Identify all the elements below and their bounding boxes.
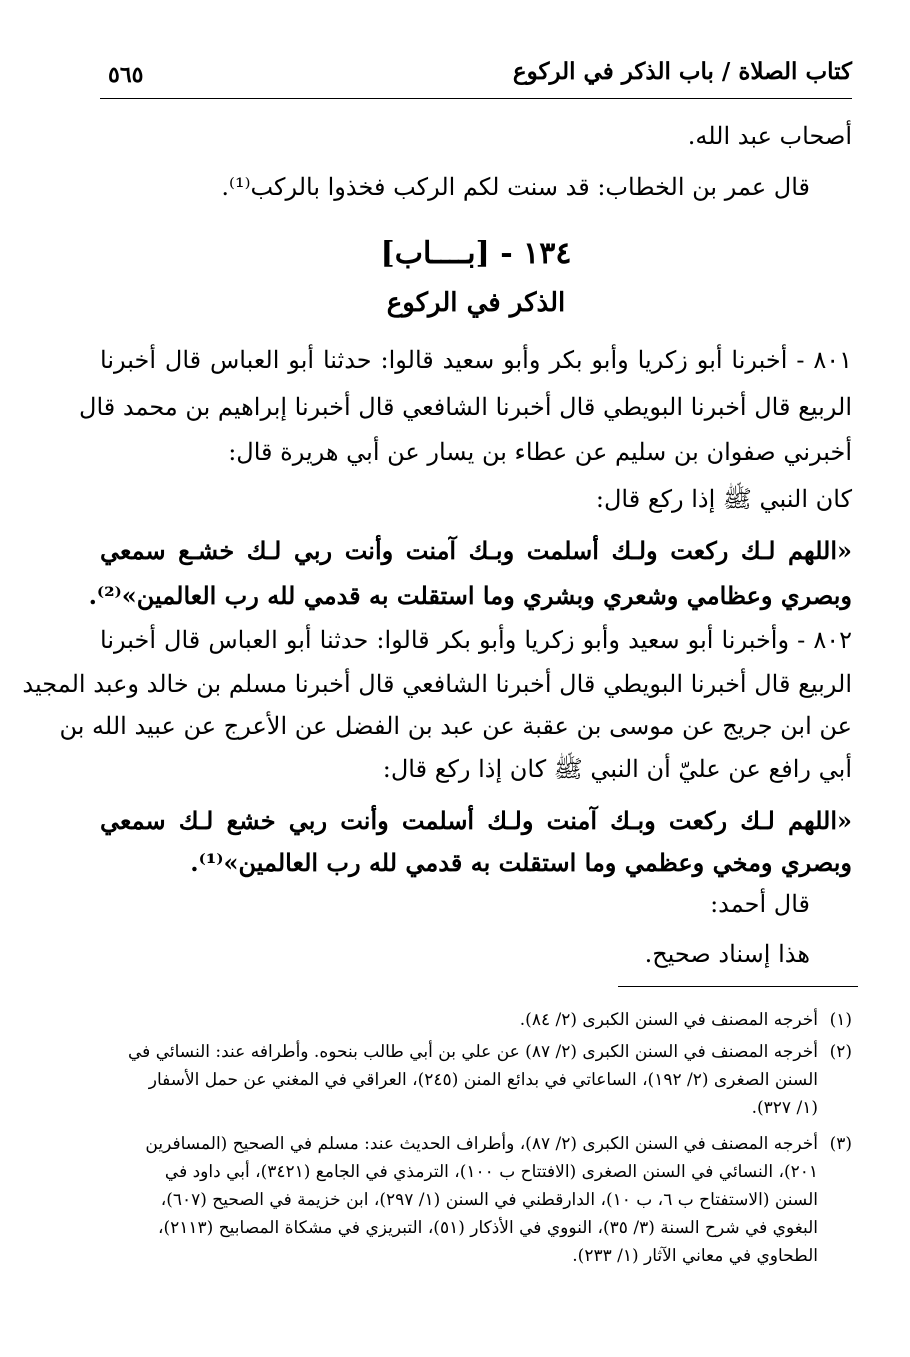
hadith-801-line: كان النبي ﷺ إذا ركع قال:: [595, 485, 852, 513]
hadith-802-line: ٨٠٢ - وأخبرنا أبو سعيد وأبو زكريا وأبو بكر قالوا: حدثنا أبو العباس قال أخبرنا: [100, 626, 852, 654]
chapter-heading: ١٣٤ - [بــــاب]: [380, 236, 572, 271]
hadith-801-line: الربيع قال أخبرنا البويطي قال أخبرنا الشافعي قال أخبرنا إبراهيم بن محمد قال: [79, 393, 852, 421]
hadith-802-line: الربيع قال أخبرنا البويطي قال أخبرنا الشافعي قال أخبرنا مسلم بن خالد وعبد المجيد: [22, 670, 852, 698]
footnote-text: السنن (الاستفتاح ب ٦، ب ١٠)، الدارقطني في السنن (١/ ٢٩٧)، ابن خزيمة في الصحيح (٦٠٧)،: [160, 1190, 818, 1210]
hadith-801-line: أخبرني صفوان بن سليم عن عطاء بن يسار عن أبي هريرة قال:: [228, 438, 852, 466]
footnote-2: [100, 1042, 852, 1122]
footnote-3: [100, 1134, 852, 1284]
page-header: [100, 50, 852, 99]
footnote-text: السنن الصغرى (٢/ ١٩٢)، الساعاتي في بدائع المنن (٢٤٥)، العراقي في المغني عن حمل الأسفار: [148, 1070, 818, 1090]
text-line: أصحاب عبد الله.: [687, 122, 852, 150]
text-line: هذا إسناد صحيح.: [644, 940, 810, 968]
hadith-801-line: ٨٠١ - أخبرنا أبو زكريا وأبو بكر وأبو سعيد قالوا: حدثنا أبو العباس قال أخبرنا: [100, 346, 852, 374]
footnote-number: (١): [829, 1010, 852, 1030]
footnote-number: (٣): [829, 1134, 852, 1154]
chapter-subheading: الذكر في الركوع: [386, 288, 566, 318]
footnote-separator: [618, 986, 858, 987]
text-line: قال عمر بن الخطاب: قد سنت لكم الركب فخذوا بالركب⁽¹⁾.: [221, 173, 810, 201]
hadith-801-matn: وبصري وعظامي وشعري وبشري وما استقلت به قدمي لله رب العالمين»⁽²⁾.: [88, 581, 852, 610]
running-title: كتاب الصلاة / باب الذكر في الركوع: [512, 58, 852, 85]
page-number: ٥٦٥: [108, 62, 144, 88]
footnote-text: (١/ ٣٢٧).: [751, 1098, 818, 1118]
footnote-text: أخرجه المصنف في السنن الكبرى (٢/ ٨٤).: [519, 1010, 818, 1030]
footnote-text: أخرجه المصنف في السنن الكبرى (٢/ ٨٧) عن علي بن أبي طالب بنحوه. وأطرافه عند: النسائي في: [128, 1042, 818, 1062]
footnote-1: [100, 1010, 852, 1036]
hadith-802-line: أبي رافع عن عليّ أن النبي ﷺ كان إذا ركع قال:: [382, 755, 852, 783]
footnote-number: (٢): [829, 1042, 852, 1062]
text-line: قال أحمد:: [710, 890, 810, 918]
hadith-801-matn: «اللهم لـك ركعت ولـك أسلمت وبـك آمنت وأنت ربي لـك خشـع سمعي: [100, 536, 852, 565]
footnote-text: أخرجه المصنف في السنن الكبرى (٢/ ٨٧)، وأطراف الحديث عند: مسلم في الصحيح (المسافرين: [145, 1134, 818, 1154]
hadith-802-line: عن ابن جريج عن موسى بن عقبة عن عبد بن الفضل عن الأعرج عن عبيد الله بن: [59, 712, 852, 740]
footnote-text: البغوي في شرح السنة (٣/ ٣٥)، النووي في الأذكار (٥١)، التبريزي في مشكاة المصابيح (٢١١٣)،: [158, 1218, 818, 1238]
footnote-text: الطحاوي في معاني الآثار (١/ ٢٣٣).: [572, 1246, 818, 1266]
footnote-text: ٢٠١)، النسائي في السنن الصغرى (الافتتاح ب ١٠٠)، الترمذي في الجامع (٣٤٢١)، أبي داود في: [164, 1162, 818, 1182]
hadith-802-matn: وبصري ومخي وعظمي وما استقلت به قدمي لله رب العالمين»⁽¹⁾.: [190, 848, 852, 877]
hadith-802-matn: «اللهم لـك ركعت وبـك آمنت ولـك أسلمت وأنت ربي خشع لـك سمعي: [100, 806, 852, 835]
